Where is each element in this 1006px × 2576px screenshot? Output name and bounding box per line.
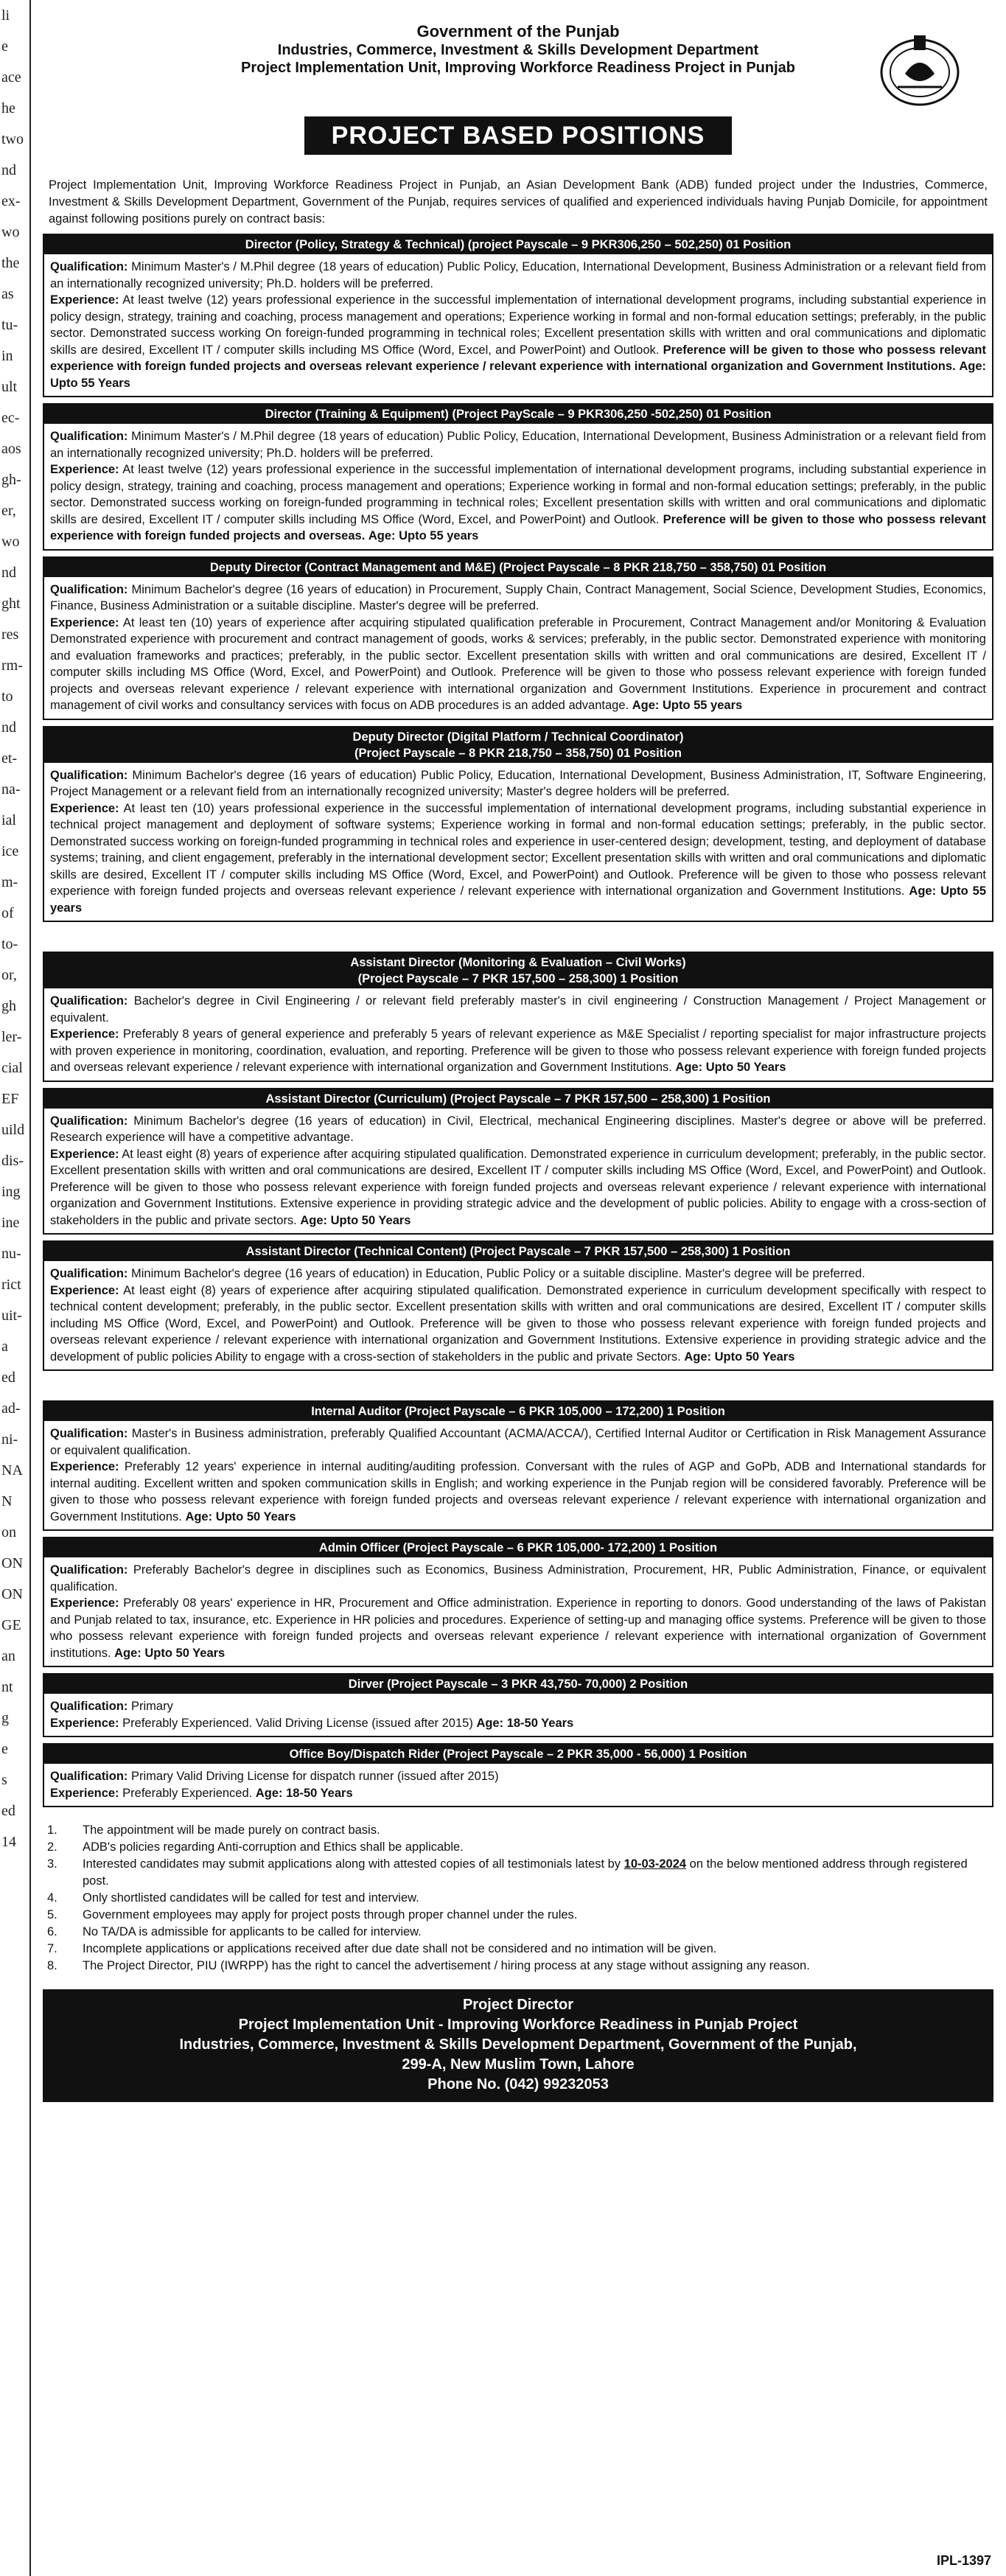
note-text-content: The appointment will be made purely on contract basis. xyxy=(83,1823,380,1837)
intro-paragraph: Project Implementation Unit, Improving Workforce Readiness Project in Punjab, an Asian Development Bank (ADB) funded project under the Industries, Commerce, Investment & Skills Development Department, Government of the Punjab, requires services of qualified and experienced individuals having Punjab Domicile, for appointment against following positions purely on contract basis: xyxy=(49,178,988,226)
position-section xyxy=(43,726,993,923)
column-fragment: nd xyxy=(1,565,16,581)
column-fragment: rict xyxy=(1,1277,21,1293)
experience-label: Experience: xyxy=(50,1283,119,1297)
note-item xyxy=(43,1924,993,1941)
note-number: 7. xyxy=(47,1942,57,1955)
note-item xyxy=(43,1822,993,1839)
qualification xyxy=(50,1562,986,1595)
qualification-label: Qualification: xyxy=(50,1563,128,1577)
position-body xyxy=(44,988,992,1081)
column-fragment: wo xyxy=(1,534,20,550)
column-fragment: li xyxy=(1,7,10,24)
note-text xyxy=(83,1839,464,1856)
position-title-line: Director (Training & Equipment) (Project PayScale – 9 PKR306,250 -502,250) 01 Position xyxy=(265,408,772,421)
qualification-text: Minimum Bachelor's degree (16 years of education) in Civil, Electrical, mechanical Engineering disciplines. Master's degree or above will be preferred. Research experience will have a competitive advantage. xyxy=(50,1114,986,1144)
note-text-before: Interested candidates may submit applications along with attested copies of all testimonials latest by xyxy=(83,1857,624,1871)
position-title xyxy=(44,558,992,577)
column-fragment: to- xyxy=(1,936,18,952)
qualification-text: Minimum Bachelor's degree (16 years of education) in Procurement, Supply Chain, Contract Management, Social Science, Development Studies, Economics, Finance, Business Administration or a suitable discipline. Master's degree will be preferred. xyxy=(50,582,986,612)
experience xyxy=(50,292,986,391)
note-number: 5. xyxy=(47,1908,57,1921)
position-title xyxy=(44,235,992,254)
experience-text: Preferably Experienced. xyxy=(122,1786,253,1800)
note-item xyxy=(43,1839,993,1856)
age-limit: Age: Upto 55 years xyxy=(632,699,743,712)
position-title-line: Assistant Director (Curriculum) (Project Payscale – 7 PKR 157,500 – 258,300) 1 Position xyxy=(265,1092,771,1106)
experience xyxy=(50,1785,986,1802)
experience-label: Experience: xyxy=(50,615,119,629)
position-title xyxy=(44,1242,992,1261)
column-fragment: N xyxy=(1,1493,13,1509)
experience-label: Experience: xyxy=(50,463,119,476)
position-title-line: Assistant Director (Monitoring & Evaluation – Civil Works) xyxy=(350,956,686,969)
qualification xyxy=(50,767,986,800)
column-fragment: of xyxy=(1,905,14,921)
footer-line: Phone No. (042) 99232053 xyxy=(427,2076,609,2092)
column-fragment: tu- xyxy=(1,317,18,333)
column-fragment: to xyxy=(1,688,13,705)
column-fragment: rm- xyxy=(1,657,23,674)
qualification-text: Primary xyxy=(131,1700,173,1713)
age-limit: Age: Upto 55 years xyxy=(50,884,986,915)
adjacent-column-fragments xyxy=(0,0,31,2576)
position-body xyxy=(44,424,992,549)
experience-text: At least eight (8) years of experience after acquiring stipulated qualification. Demonstrated experience in curriculum development; preferably, in the public sector. Excellent presentation skills with written and oral communications are desired, Excellent IT / computer skills including MS Office (Word, Excel, and PowerPoint) and Outlook. Preference will be given to those who possess relevant experience with foreign funded projects and overseas relevant experience / relevant experience with international organization and Government Institutions. Extensive experience in providing strategic advice and the development of public policies. Ability to engage with a cross-section of stakeholders in the public and private sectors. xyxy=(50,1147,986,1227)
note-text-content: Government employees may apply for project posts through proper channel under the rules. xyxy=(83,1908,578,1921)
position-title xyxy=(44,1675,992,1694)
experience-text: At least eight (8) years of experience after acquiring stipulated qualification. Demonstrated experience in curriculum development specifically with respect to technical content development; preferably, in the public sector. Excellent presentation skills with written and oral communications are desired, Excellent IT / computer skills including MS Office (Word, Excel, and PowerPoint) and Outlook. Preference will be given to those who possess relevant experience with foreign funded projects and overseas relevant experience / relevant experience with international organization and Government Institutions. Extensive experience in providing strategic advice and the development of public policies Ability to engage with a cross-section of stakeholders in the public and private Sectors. xyxy=(50,1283,986,1364)
column-fragment: m- xyxy=(1,874,18,890)
punjab-emblem-icon xyxy=(868,29,971,111)
age-limit: Age: Upto 55 Years xyxy=(50,360,986,390)
position-section xyxy=(43,1240,993,1371)
experience xyxy=(50,1459,986,1525)
column-fragment: a xyxy=(1,1338,8,1355)
qualification-label: Qualification: xyxy=(50,994,128,1008)
qualification-text: Minimum Bachelor's degree (16 years of education) Public Policy, Education, International Development, Business Administration, IT, Software Engineering, Project Management or a relevant field from an internationally recognized university; Master's degree holders will be preferred. xyxy=(50,768,986,798)
position-section xyxy=(43,1400,993,1531)
note-text-content: ADB's policies regarding Anti-corruption and Ethics shall be applicable. xyxy=(83,1840,464,1854)
preference-text: Preference will be given to those who possess relevant experience with foreign funded projects and overseas relevant experience / relevant experience with international organization and Government Institutions. xyxy=(50,343,986,373)
position-section xyxy=(43,556,993,720)
column-fragment: ine xyxy=(1,1215,20,1231)
qualification xyxy=(50,1266,986,1282)
position-title xyxy=(44,1089,992,1109)
experience xyxy=(50,1595,986,1661)
column-fragment: er, xyxy=(1,503,16,519)
column-fragment: aos xyxy=(1,441,21,457)
position-body xyxy=(44,1421,992,1529)
column-fragment: in xyxy=(1,348,13,364)
column-fragment: ni- xyxy=(1,1431,18,1448)
position-title xyxy=(44,405,992,424)
age-limit: Age: Upto 55 years xyxy=(368,529,479,542)
experience xyxy=(50,461,986,545)
column-fragment: nt xyxy=(1,1679,13,1695)
experience-text: Preferably 12 years' experience in internal auditing/auditing profession. Conversant with the rules of AGP and GoPb, ADB and International standards for internal auditing. Excellent written and spoken communication skills in English; and working experience in the Punjab region will be considered favorably. Preference will be given to those who possess relevant experience with foreign funded projects and overseas relevant experience / relevant experience with international organization and Government Institutions. xyxy=(50,1460,986,1523)
column-fragment: ed xyxy=(1,1803,15,1819)
footer-address xyxy=(43,1989,993,2102)
qualification xyxy=(50,428,986,461)
column-fragment: ed xyxy=(1,1369,15,1386)
experience xyxy=(50,1282,986,1366)
qualification-text: Minimum Master's / M.Phil degree (18 years of education) Public Policy, Education, International Development, Business Administration or a relevant field from an internationally recognized university; Ph.D. holders will be preferred. xyxy=(50,430,986,460)
age-limit: Age: Upto 50 Years xyxy=(684,1350,795,1364)
position-body xyxy=(44,1557,992,1666)
footer-line: Industries, Commerce, Investment & Skills Development Department, Government of the Punjab, xyxy=(179,2036,857,2053)
department-title: Industries, Commerce, Investment & Skills Development Department xyxy=(277,42,759,58)
note-number: 4. xyxy=(47,1891,57,1905)
position-section xyxy=(43,952,993,1082)
position-title-line: Deputy Director (Contract Management and M&E) (Project Payscale – 8 PKR 218,750 – 358,750) 01 Position xyxy=(209,560,827,574)
qualification-text: Master's in Business administration, preferably Qualified Accountant (ACMA/ACCA/), Certified Internal Auditor or Certification in Risk Management Assurance or equivalent qualification. xyxy=(50,1427,986,1457)
advertisement xyxy=(43,0,993,2102)
experience-text: At least ten (10) years of experience after acquiring stipulated qualification preferable in Procurement, Contract Management and/or Monitoring & Evaluation Demonstrated experience with procurement and contract management of goods, works & services; preferably, in the public sector. Demonstrated experience with monitoring and evaluation frameworks and practices; preferably, in the public sector. Excellent presentation skills with written and oral communications are desired, Excellent IT / computer skills including MS Office (Word, Excel, and PowerPoint) and Outlook. Preference will be given to those who possess relevant experience with foreign funded projects and overseas relevant experience / relevant experience with international organization and Government Institutions. Experience in procurement and contract management of civil works and consultancy services with focus on ADB procedures is an added advantage. xyxy=(50,615,986,712)
note-item xyxy=(43,1890,993,1907)
header xyxy=(43,0,993,111)
column-fragment: GE xyxy=(1,1617,21,1633)
note-text xyxy=(83,1941,716,1958)
note-number: 6. xyxy=(47,1925,57,1938)
qualification-text: Minimum Master's / M.Phil degree (18 years of education) Public Policy, Education, International Development, Business Administration or a relevant field from an internationally recognized university; Ph.D. holders will be preferred. xyxy=(50,260,986,290)
footer-line: 299-A, New Muslim Town, Lahore xyxy=(402,2056,635,2073)
note-number: 3. xyxy=(47,1857,57,1871)
notes-list xyxy=(43,1822,993,1975)
age-limit: Age: Upto 50 Years xyxy=(114,1646,226,1660)
footer-line: Project Implementation Unit - Improving Workforce Readiness in Punjab Project xyxy=(238,2017,798,2033)
column-fragment: s xyxy=(1,1772,7,1788)
qualification xyxy=(50,259,986,292)
column-fragment: uit- xyxy=(1,1308,22,1324)
column-fragment: nu- xyxy=(1,1246,21,1262)
qualification-label: Qualification: xyxy=(50,1770,128,1783)
qualification xyxy=(50,993,986,1026)
experience-text: At least ten (10) years professional experience in the successful implementation of international development programs, including substantial experience in technical project management and deployment of software systems; Experience working in formal and non-formal education settings; preferably, in the public sector. Demonstrated success working on foreign-funded programming in technical roles and experience in user-centered design; development, testing, and deployment of database systems; training, and client engagement, preferably in the international development sector; Excellent presentation skills with written and oral communications and diplomatic skills are desired, Excellent IT / computer skills including MS Office (Word, Excel, and PowerPoint) and Outlook. Preference will be given to those who possess relevant experience with foreign funded projects and overseas relevant experience / relevant experience with international organization and Government Institutions. xyxy=(50,801,986,898)
column-fragment: cial xyxy=(1,1060,23,1076)
age-limit: Age: Upto 50 Years xyxy=(675,1061,786,1074)
note-text xyxy=(83,1907,577,1924)
experience-label: Experience: xyxy=(50,293,119,307)
column-fragment: EF xyxy=(1,1091,19,1107)
experience-label: Experience: xyxy=(50,1147,119,1161)
note-text-content: Only shortlisted candidates will be called for test and interview. xyxy=(83,1891,419,1905)
column-fragment: gh- xyxy=(1,472,21,488)
qualification-label: Qualification: xyxy=(50,1427,128,1440)
column-fragment: ght xyxy=(1,596,21,612)
column-fragment: ad- xyxy=(1,1400,21,1417)
experience-label: Experience: xyxy=(50,801,119,815)
experience-label: Experience: xyxy=(50,1460,119,1473)
note-text xyxy=(83,1856,993,1890)
qualification-text: Bachelor's degree in Civil Engineering / or relevant field preferably master's in civil engineering / Construction Management / Project Management or equivalent. xyxy=(50,994,986,1025)
age-limit: Age: Upto 50 Years xyxy=(185,1509,296,1523)
position-title-line: Admin Officer (Project Payscale – 6 PKR 105,000- 172,200) 1 Position xyxy=(318,1541,718,1554)
experience-text: At least twelve (12) years professional experience in the successful implementation of international development programs, including substantial experience in policy design, strategy, training and coaching, process management and operations; Experience working in formal and non-formal education settings; preferably, in the public sector. Demonstrated success working On foreign-funded programming in technical roles; Excellent presentation skills with written and oral communications and diplomatic skills are desired, Excellent IT / computer skills including MS Office (Word, Excel, and PowerPoint) and Outlook. xyxy=(50,293,986,357)
position-title xyxy=(44,1538,992,1557)
position-title-line: Office Boy/Dispatch Rider (Project Payscale – 2 PKR 35,000 - 56,000) 1 Position xyxy=(289,1748,747,1761)
experience xyxy=(50,1146,986,1229)
note-number: 1. xyxy=(47,1823,57,1837)
experience-text: Preferably Experienced. Valid Driving License (issued after 2015) xyxy=(122,1716,473,1730)
experience xyxy=(50,1715,986,1732)
position-section xyxy=(43,403,993,551)
qualification-label: Qualification: xyxy=(50,1267,128,1280)
position-body xyxy=(44,1764,992,1806)
position-title-line: Internal Auditor (Project Payscale – 6 PKR 105,000 – 172,200) 1 Position xyxy=(311,1405,725,1418)
note-item xyxy=(43,1856,993,1890)
note-item xyxy=(43,1907,993,1924)
position-payscale-line: (Project Payscale – 8 PKR 218,750 – 358,750) 01 Position xyxy=(354,746,682,760)
note-text xyxy=(83,1958,810,1975)
column-fragment: uild xyxy=(1,1122,25,1138)
qualification-label: Qualification: xyxy=(50,582,128,596)
column-fragment: or, xyxy=(1,967,17,983)
column-fragment: dis- xyxy=(1,1153,24,1169)
note-text-content: Incomplete applications or applications received after due date shall not be considered and no intimation will be given. xyxy=(83,1942,717,1955)
position-body xyxy=(44,1109,992,1234)
note-item xyxy=(43,1941,993,1958)
qualification-text: Minimum Bachelor's degree (16 years of education) in Education, Public Policy or a suitable discipline. Master's degree will be preferred. xyxy=(131,1267,865,1280)
column-fragment: e xyxy=(1,1741,8,1757)
position-title-line: Deputy Director (Digital Platform / Technical Coordinator) xyxy=(352,730,684,744)
note-number: 8. xyxy=(47,1959,57,1972)
qualification-label: Qualification: xyxy=(50,768,128,782)
position-section xyxy=(43,234,993,397)
qualification-label: Qualification: xyxy=(50,1114,128,1128)
column-fragment: 14 xyxy=(1,1834,16,1850)
column-fragment: res xyxy=(1,626,19,643)
experience-label: Experience: xyxy=(50,1786,119,1800)
note-number: 2. xyxy=(47,1840,57,1854)
column-fragment: an xyxy=(1,1648,15,1664)
column-fragment: ler- xyxy=(1,1029,22,1045)
column-fragment: ial xyxy=(1,812,16,828)
experience xyxy=(50,1026,986,1076)
note-text xyxy=(83,1822,380,1839)
note-text xyxy=(83,1890,419,1907)
experience-text: Preferably 8 years of general experience and preferably 5 years of relevant experience as M&E Specialist / reporting specialist for major infrastructure projects with proven experience in monitoring, coordination, evaluation, and reporting. Preference will be given to those who possess relevant experience with foreign funded projects and overseas relevant experience / relevant experience with international organization and Government Institutions. xyxy=(50,1027,986,1074)
column-fragment: NA xyxy=(1,1462,23,1479)
note-text-content: The Project Director, PIU (IWRPP) has the right to cancel the advertisement / hiring process at any stage without assigning any reason. xyxy=(83,1959,810,1972)
position-title-line: Director (Policy, Strategy & Technical) (project Payscale – 9 PKR306,250 – 502,250) 01 Position xyxy=(245,238,792,251)
qualification-label: Qualification: xyxy=(50,430,128,443)
column-fragment: ec- xyxy=(1,410,20,426)
positions-list xyxy=(43,234,993,1807)
qualification xyxy=(50,1113,986,1146)
qualification-text: Primary Valid Driving License for dispatch runner (issued after 2015) xyxy=(131,1770,499,1783)
position-title-line: Dirver (Project Payscale – 3 PKR 43,750- 70,000) 2 Position xyxy=(348,1678,688,1691)
experience-label: Experience: xyxy=(50,1596,119,1610)
note-text xyxy=(83,1924,422,1941)
experience-label: Experience: xyxy=(50,1027,119,1041)
note-text-content: No TA/DA is admissible for applicants to be called for interview. xyxy=(83,1925,422,1938)
position-body xyxy=(44,254,992,396)
qualification xyxy=(50,1768,986,1785)
position-section xyxy=(43,1743,993,1807)
age-limit: Age: 18-50 Years xyxy=(476,1716,574,1730)
qualification xyxy=(50,582,986,615)
position-body xyxy=(44,1694,992,1736)
position-section xyxy=(43,1673,993,1737)
column-fragment: et- xyxy=(1,750,18,767)
column-fragment: the xyxy=(1,255,20,271)
qualification-label: Qualification: xyxy=(50,260,128,273)
column-fragment: ing xyxy=(1,1184,21,1200)
experience-label: Experience: xyxy=(50,1716,119,1730)
position-section xyxy=(43,1088,993,1235)
note-item xyxy=(43,1958,993,1975)
position-section xyxy=(43,1537,993,1667)
column-fragment: ace xyxy=(1,69,21,85)
position-payscale-line: (Project Payscale – 7 PKR 157,500 – 258,300) 1 Position xyxy=(357,972,679,985)
deadline-date: 10-03-2024 xyxy=(623,1857,687,1871)
column-fragment: wo xyxy=(1,224,20,240)
column-fragment: ex- xyxy=(1,193,21,209)
column-fragment: g xyxy=(1,1710,9,1726)
unit-title: Project Implementation Unit, Improving Workforce Readiness Project in Punjab xyxy=(241,60,795,76)
column-fragment: ON xyxy=(1,1586,23,1602)
project-banner: PROJECT BASED POSITIONS xyxy=(304,116,732,155)
position-body xyxy=(44,577,992,719)
age-limit: Age: Upto 50 Years xyxy=(300,1213,411,1227)
age-limit: Age: 18-50 Years xyxy=(255,1786,353,1800)
column-fragment: as xyxy=(1,286,14,302)
experience xyxy=(50,800,986,917)
position-title xyxy=(44,727,992,763)
column-fragment: two xyxy=(1,131,24,147)
position-title xyxy=(44,1745,992,1764)
qualification xyxy=(50,1698,986,1715)
note-text-after: on the below mentioned address through registered post. xyxy=(83,1857,968,1888)
experience-text: Preferably 08 years' experience in HR, Procurement and Office administration. Experience in reporting to donors. Good understanding of the laws of Pakistan and Punjab related to tax, insurance, etc. Experience in HR policies and procedures. Experience of setting-up and managing office systems. Preference will be given to those who possess relevant experience with foreign funded projects and overseas relevant experience / relevant experience with international organization of Government institutions. xyxy=(50,1596,986,1660)
experience xyxy=(50,615,986,714)
position-body xyxy=(44,1261,992,1369)
column-fragment: e xyxy=(1,38,8,55)
column-fragment: na- xyxy=(1,781,21,797)
government-title: Government of the Punjab xyxy=(416,22,620,41)
qualification-text: Preferably Bachelor's degree in disciplines such as Economics, Business Administration, Procurement, HR, Public Administration, Finance, or equivalent qualification. xyxy=(50,1563,986,1594)
column-fragment: on xyxy=(1,1524,16,1540)
experience-text: At least twelve (12) years professional experience in the successful implementation of international development programs, including substantial experience in policy design, strategy, training and coaching, process management and operations; Experience working in formal and non-formal education settings; preferably, in the public sector. Demonstrated success working on foreign-funded programming in technical roles; Excellent presentation skills with written and oral communications and diplomatic skills are desired, Excellent IT / computer skills including MS Office (Word, Excel, and PowerPoint) and Outlook. xyxy=(50,463,986,526)
footer-line: Project Director xyxy=(462,1997,574,2013)
column-fragment: gh xyxy=(1,998,16,1014)
position-title-line: Assistant Director (Technical Content) (Project Payscale – 7 PKR 157,500 – 258,300) 1 Position xyxy=(245,1245,791,1258)
column-fragment: he xyxy=(1,100,15,116)
position-body xyxy=(44,763,992,921)
preference-text: Preference will be given to those who possess relevant experience with foreign funded projects and overseas. xyxy=(50,512,986,542)
column-fragment: ice xyxy=(1,843,19,859)
column-fragment: ult xyxy=(1,379,18,395)
column-fragment: nd xyxy=(1,719,16,736)
qualification-label: Qualification: xyxy=(50,1700,128,1713)
column-fragment: ON xyxy=(1,1555,23,1571)
position-title xyxy=(44,1402,992,1421)
ad-code: IPL-1397 xyxy=(936,2553,991,2568)
qualification xyxy=(50,1425,986,1459)
position-title xyxy=(44,953,992,988)
column-fragment: nd xyxy=(1,162,16,178)
